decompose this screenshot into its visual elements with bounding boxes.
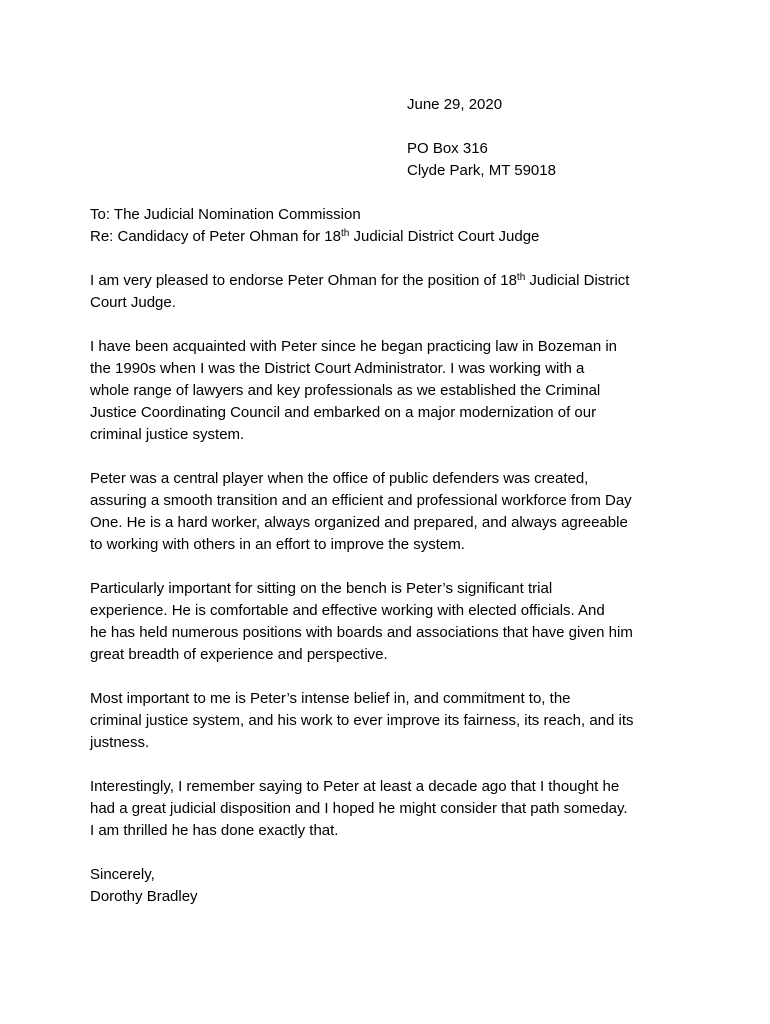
p1-prefix: I am very pleased to endorse Peter Ohman for the position of 18: [90, 272, 517, 289]
sender-header: [407, 94, 727, 182]
paragraph-line: Justice Coordinating Council and embarked on a major modernization of our: [90, 404, 597, 421]
address-line-2: Clyde Park, MT 59018: [407, 162, 556, 179]
p1-superscript: th: [516, 272, 526, 283]
paragraph-line: had a great judicial disposition and I hoped he might consider that path someday.: [90, 800, 628, 817]
to-line: To: The Judicial Nomination Commission: [90, 206, 361, 223]
paragraph-line: he has held numerous positions with boards and associations that have given him: [90, 624, 633, 641]
paragraph-2: [90, 336, 690, 446]
recipient-block: [90, 204, 690, 248]
paragraph-5: [90, 688, 690, 754]
signature-name: Dorothy Bradley: [90, 888, 198, 905]
paragraph-line: Most important to me is Peter’s intense belief in, and commitment to, the: [90, 690, 571, 707]
p1-suffix: Judicial District: [525, 272, 630, 289]
paragraph-line: experience. He is comfortable and effective working with elected officials. And: [90, 602, 605, 619]
re-line-suffix: Judicial District Court Judge: [349, 228, 540, 245]
address-line-1: PO Box 316: [407, 140, 488, 157]
paragraph-1: [90, 270, 690, 314]
letter-body: [90, 204, 690, 908]
paragraph-6: [90, 776, 690, 842]
paragraph-line: the 1990s when I was the District Court Administrator. I was working with a: [90, 360, 585, 377]
paragraph-4: [90, 578, 690, 666]
re-line-prefix: Re: Candidacy of Peter Ohman for 18: [90, 228, 341, 245]
closing-salutation: Sincerely,: [90, 866, 155, 883]
closing-block: [90, 864, 690, 908]
paragraph-line: justness.: [90, 734, 150, 751]
re-line-superscript: th: [340, 228, 350, 239]
paragraph-line: assuring a smooth transition and an efficient and professional workforce from Day: [90, 492, 632, 509]
paragraph-line: great breadth of experience and perspective.: [90, 646, 388, 663]
paragraph-line: Interestingly, I remember saying to Peter at least a decade ago that I thought he: [90, 778, 620, 795]
paragraph-line: One. He is a hard worker, always organized and prepared, and always agreeable: [90, 514, 628, 531]
paragraph-1-line-2: Court Judge.: [90, 294, 176, 311]
paragraph-line: Peter was a central player when the office of public defenders was created,: [90, 470, 589, 487]
paragraph-line: to working with others in an effort to improve the system.: [90, 536, 465, 553]
re-line: [90, 226, 690, 248]
paragraph-line: whole range of lawyers and key professionals as we established the Criminal: [90, 382, 601, 399]
paragraph-line: I am thrilled he has done exactly that.: [90, 822, 339, 839]
letter-date: June 29, 2020: [407, 96, 503, 113]
paragraph-line: criminal justice system, and his work to ever improve its fairness, its reach, and its: [90, 712, 634, 729]
paragraph-3: [90, 468, 690, 556]
paragraph-line: Particularly important for sitting on the bench is Peter’s significant trial: [90, 580, 553, 597]
paragraph-line: criminal justice system.: [90, 426, 245, 443]
paragraph-1-line-1: [90, 270, 690, 292]
paragraph-line: I have been acquainted with Peter since he began practicing law in Bozeman in: [90, 338, 617, 355]
